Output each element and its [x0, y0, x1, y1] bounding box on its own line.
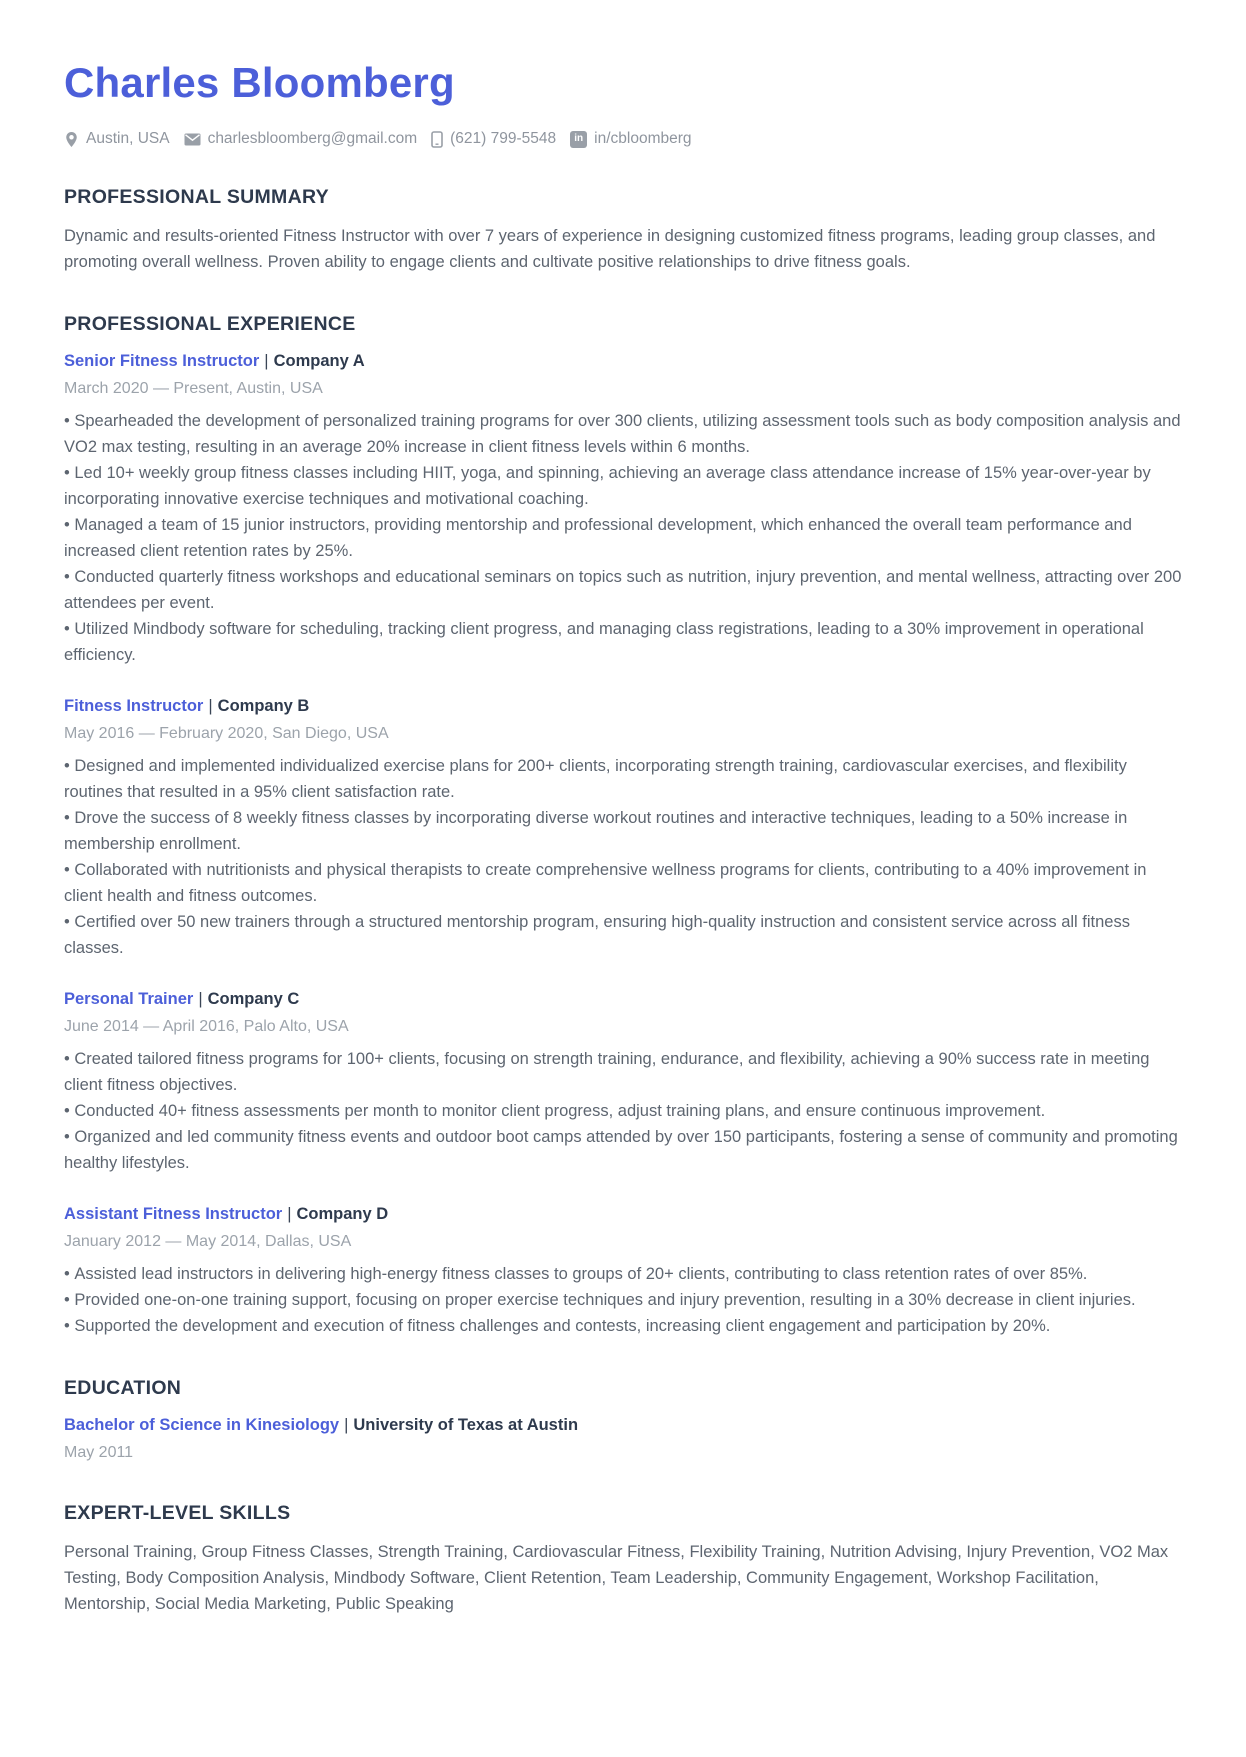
summary-text: Dynamic and results-oriented Fitness Instructor with over 7 years of experience in designing customized fitness programs, leading group classes, and promoting overall wellness. Proven ability to engage clients and cultivate positive relationships to drive fitness goals. — [64, 227, 1156, 272]
bullet-list — [64, 753, 1182, 961]
section-education — [64, 1377, 1182, 1464]
contact-location-text: Austin, USA — [86, 130, 170, 148]
contact-linkedin-text: in/cbloomberg — [594, 130, 692, 148]
contact-row — [64, 130, 1182, 148]
job-title-row — [64, 350, 1182, 372]
envelope-icon — [184, 133, 201, 146]
bullet-item: • Supported the development and execution of fitness challenges and contests, increasing client engagement and participation by 20%. — [64, 1313, 1182, 1339]
skills-text: Personal Training, Group Fitness Classes, Strength Training, Cardiovascular Fitness, Flexibility Training, Nutrition Advising, Injury Prevention, VO2 Max Testing, Body Composition Analysis, Mindbody Software, Client Retention, Team Leadership, Community Engagement, Workshop Facilitation, Mentorship, Social Media Marketing, Public Speaking — [64, 1543, 1169, 1614]
education-date: May 2011 — [64, 1444, 134, 1462]
bullet-list — [64, 408, 1182, 668]
education-heading: EDUCATION — [64, 1377, 182, 1400]
bullet-item: • Utilized Mindbody software for scheduling, tracking client progress, and managing class registrations, leading to a 30% improvement in operational efficiency. — [64, 616, 1182, 668]
bullet-item: • Created tailored fitness programs for 100+ clients, focusing on strength training, endurance, and flexibility, achieving a 90% success rate in meeting client fitness objectives. — [64, 1046, 1182, 1098]
title-separator: | — [264, 352, 269, 371]
experience-list — [64, 350, 1182, 1339]
bullet-item: • Organized and led community fitness events and outdoor boot camps attended by over 150 participants, fostering a sense of community and promoting healthy lifestyles. — [64, 1124, 1182, 1176]
bullet-item: • Collaborated with nutritionists and physical therapists to create comprehensive wellness programs for clients, contributing to a 40% improvement in client health and fitness outcomes. — [64, 857, 1182, 909]
bullet-item: • Spearheaded the development of personalized training programs for over 300 clients, utilizing assessment tools such as body composition analysis and VO2 max testing, resulting in an average 20% increase in client fitness levels within 6 months. — [64, 408, 1182, 460]
contact-phone-text: (621) 799-5548 — [450, 130, 557, 148]
experience-entry — [64, 695, 1182, 961]
title-separator: | — [198, 990, 203, 1009]
bullet-item: • Certified over 50 new trainers through a structured mentorship program, ensuring high-quality instruction and consistent service across all fitness classes. — [64, 909, 1182, 961]
job-title-row — [64, 988, 1182, 1010]
school-name: University of Texas at Austin — [353, 1416, 579, 1435]
contact-email-text: charlesbloomberg@gmail.com — [207, 130, 418, 148]
bullet-item: • Designed and implemented individualized exercise plans for 200+ clients, incorporating strength training, cardiovascular exercises, and flexibility routines that resulted in a 95% client satisfaction rate. — [64, 753, 1182, 805]
title-separator: | — [287, 1205, 292, 1224]
company-name: Company B — [217, 697, 310, 716]
job-title: Personal Trainer — [64, 990, 194, 1009]
job-title: Assistant Fitness Instructor — [64, 1205, 283, 1224]
bullet-item: • Managed a team of 15 junior instructors, providing mentorship and professional development, which enhanced the overall team performance and increased client retention rates by 25%. — [64, 512, 1182, 564]
title-separator: | — [344, 1416, 349, 1435]
location-pin-icon — [64, 131, 79, 148]
summary-heading: PROFESSIONAL SUMMARY — [64, 186, 329, 209]
contact-linkedin — [570, 130, 691, 148]
job-date: March 2020 — Present, Austin, USA — [64, 380, 323, 398]
candidate-name: Charles Bloomberg — [64, 59, 455, 106]
experience-entry — [64, 988, 1182, 1176]
section-professional-experience — [64, 313, 1182, 1339]
company-name: Company D — [296, 1205, 389, 1224]
company-name: Company C — [207, 990, 300, 1009]
resume-header — [64, 60, 1182, 148]
education-title-row — [64, 1414, 1182, 1436]
job-title: Senior Fitness Instructor — [64, 352, 260, 371]
bullet-item: • Conducted quarterly fitness workshops and educational seminars on topics such as nutrition, injury prevention, and mental wellness, attracting over 200 attendees per event. — [64, 564, 1182, 616]
bullet-item: • Provided one-on-one training support, focusing on proper exercise techniques and injury prevention, resulting in a 30% decrease in client injuries. — [64, 1287, 1182, 1313]
mobile-phone-icon — [431, 131, 443, 148]
job-title-row — [64, 1203, 1182, 1225]
title-separator: | — [208, 697, 213, 716]
skills-heading: EXPERT-LEVEL SKILLS — [64, 1502, 291, 1525]
section-skills — [64, 1502, 1182, 1617]
education-entry — [64, 1414, 1182, 1464]
bullet-item: • Led 10+ weekly group fitness classes including HIIT, yoga, and spinning, achieving an average class attendance increase of 15% year-over-year by incorporating innovative exercise techniques and motivational coaching. — [64, 460, 1182, 512]
bullet-item: • Assisted lead instructors in delivering high-energy fitness classes to groups of 20+ clients, contributing to class retention rates of over 85%. — [64, 1261, 1182, 1287]
job-date: January 2012 — May 2014, Dallas, USA — [64, 1233, 352, 1251]
bullet-item: • Conducted 40+ fitness assessments per month to monitor client progress, adjust training plans, and ensure continuous improvement. — [64, 1098, 1182, 1124]
job-title: Fitness Instructor — [64, 697, 204, 716]
bullet-list — [64, 1046, 1182, 1176]
company-name: Company A — [273, 352, 365, 371]
contact-location — [64, 130, 170, 148]
contact-email — [184, 130, 418, 148]
contact-phone — [431, 130, 556, 148]
experience-heading: PROFESSIONAL EXPERIENCE — [64, 313, 356, 336]
experience-entry — [64, 1203, 1182, 1339]
linkedin-icon: in — [570, 131, 587, 148]
job-date: May 2016 — February 2020, San Diego, USA — [64, 725, 389, 743]
section-professional-summary — [64, 186, 1182, 275]
job-date: June 2014 — April 2016, Palo Alto, USA — [64, 1018, 349, 1036]
experience-entry — [64, 350, 1182, 668]
bullet-list — [64, 1261, 1182, 1339]
bullet-item: • Drove the success of 8 weekly fitness classes by incorporating diverse workout routines and interactive techniques, leading to a 50% increase in membership enrollment. — [64, 805, 1182, 857]
job-title-row — [64, 695, 1182, 717]
degree-name: Bachelor of Science in Kinesiology — [64, 1416, 340, 1435]
